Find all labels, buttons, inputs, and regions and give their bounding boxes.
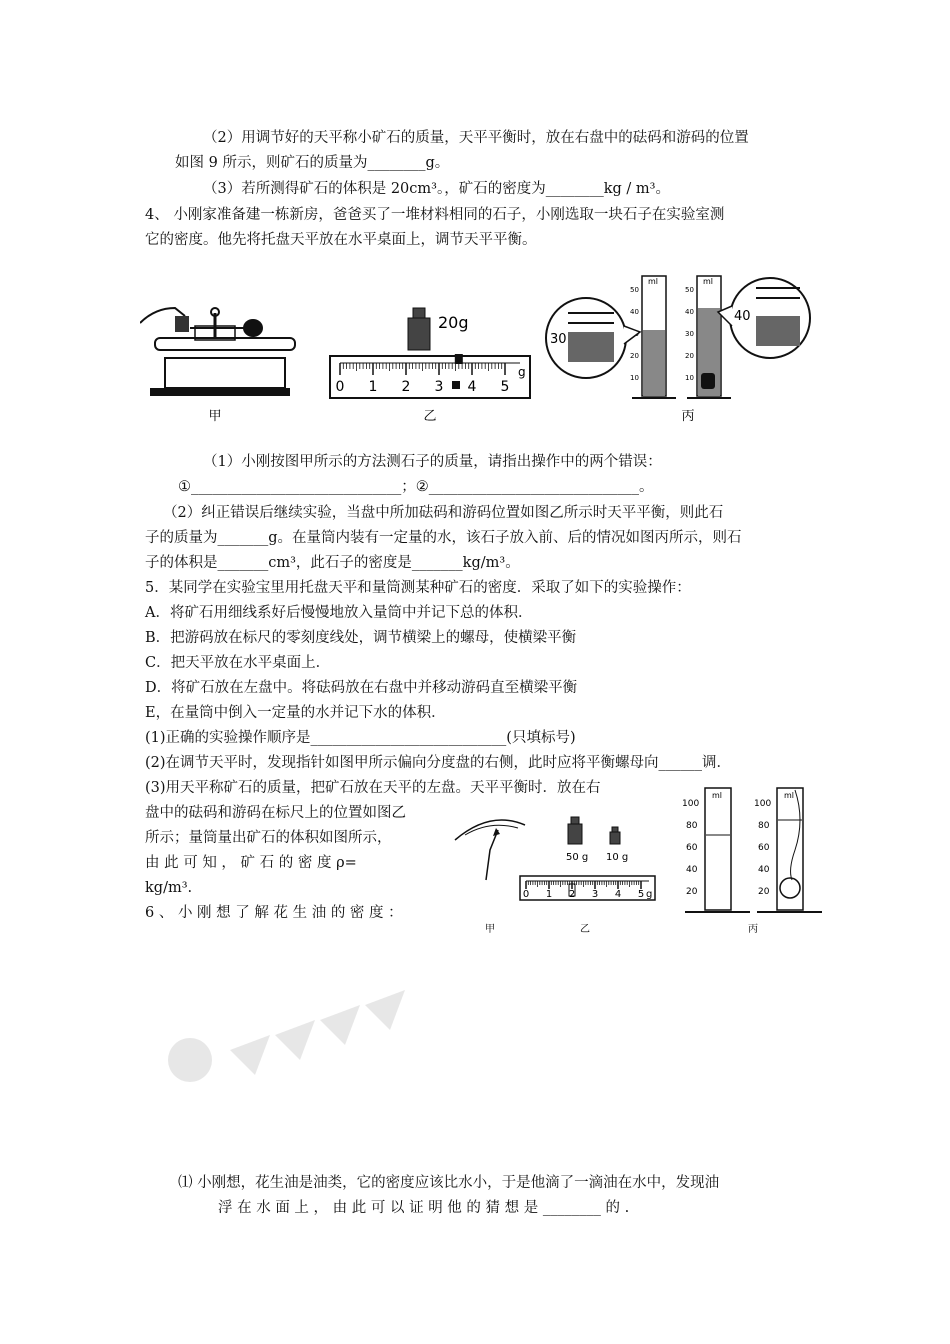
svg-text:30: 30	[550, 332, 567, 347]
svg-text:g: g	[518, 365, 526, 379]
text-line: 所示；量筒量出矿石的体积如图所示，	[145, 830, 392, 846]
svg-text:3: 3	[434, 379, 444, 395]
svg-text:2: 2	[401, 379, 411, 395]
label-yi-5: 乙	[580, 924, 590, 935]
text-line: （3）若所测得矿石的体积是 20cm³。，矿石的密度为________kg / m³。	[203, 181, 670, 197]
svg-text:10: 10	[630, 374, 639, 382]
svg-text:40: 40	[734, 309, 751, 324]
svg-text:40: 40	[685, 308, 694, 316]
svg-text:2: 2	[568, 889, 576, 900]
svg-text:80: 80	[758, 821, 770, 831]
text-line: 浮 在 水 面 上 ， 由 此 可 以 证 明 他 的 猜 想 是 ________ 的 .	[218, 1200, 630, 1216]
text-line: kg/m³.	[145, 880, 193, 896]
svg-text:50: 50	[630, 286, 639, 294]
svg-text:5: 5	[637, 889, 645, 900]
watermark-logo	[150, 980, 450, 1100]
text-line: （2）用调节好的天平称小矿石的质量，天平平衡时，放在右盘中的砝码和游码的位置	[203, 130, 749, 146]
question-6: 6 、 小 刚 想 了 解 花 生 油 的 密 度 ：	[145, 905, 403, 921]
svg-text:0: 0	[522, 889, 530, 900]
text-line: 子的体积是_______cm³，此石子的密度是_______kg/m³。	[145, 555, 520, 571]
svg-text:100: 100	[682, 799, 700, 809]
svg-text:ml: ml	[712, 791, 723, 800]
svg-text:ml: ml	[703, 277, 714, 286]
balance-figure-jia	[140, 308, 295, 396]
svg-text:10: 10	[685, 374, 694, 382]
svg-text:0: 0	[335, 379, 345, 395]
label-bing: 丙	[681, 409, 695, 424]
svg-text:甲: 甲	[485, 924, 495, 935]
svg-text:20: 20	[685, 352, 694, 360]
weight-label: 20g	[438, 313, 469, 332]
ruler-yi-5	[520, 876, 655, 900]
svg-text:40: 40	[686, 865, 698, 875]
svg-text:40: 40	[758, 865, 770, 875]
weight-20g	[408, 308, 430, 350]
option-c: C．把天平放在水平桌面上．	[145, 655, 331, 671]
svg-text:ml: ml	[784, 791, 795, 800]
text-line: (2)在调节天平时，发现指针如图甲所示偏向分度盘的右侧，此时应将平衡螺母向______调．	[145, 755, 732, 771]
svg-text:30: 30	[685, 330, 694, 338]
text-line: 盘中的砝码和游码在标尺上的位置如图乙	[145, 805, 406, 821]
option-b: B．把游码放在标尺的零刻度线处，调节横梁上的螺母，使横梁平衡	[145, 630, 577, 646]
svg-text:20: 20	[758, 887, 770, 897]
svg-text:1: 1	[368, 379, 378, 395]
svg-text:5: 5	[500, 379, 510, 395]
figure-4	[140, 268, 830, 430]
zoom-circle-after	[718, 278, 810, 358]
pointer-scale-jia	[455, 820, 525, 935]
text-line: 由 此 可 知 ， 矿 石 的 密 度 ρ=	[145, 855, 357, 871]
weights-yi	[566, 817, 628, 863]
question-5: 5．某同学在实验宝里用托盘天平和量筒测某种矿石的密度．采取了如下的实验操作：	[145, 580, 691, 596]
svg-text:20: 20	[630, 352, 639, 360]
option-e: E，在量筒中倒入一定量的水并记下水的体积．	[145, 705, 446, 721]
svg-text:20: 20	[686, 887, 698, 897]
svg-text:50 g: 50 g	[566, 852, 589, 863]
text-line: 如图 9 所示，则矿石的质量为________g。	[175, 155, 450, 171]
text-line: （2）纠正错误后继续实验，当盘中所加砝码和游码位置如图乙所示时天平平衡，则此石	[163, 505, 724, 521]
svg-text:4: 4	[614, 889, 622, 900]
text-line: ①_____________________________；②_____________________________。	[178, 479, 654, 495]
text-line: 它的密度。他先将托盘天平放在水平桌面上，调节天平平衡。	[145, 232, 537, 248]
svg-text:60: 60	[686, 843, 698, 853]
text-line: （1）小刚按图甲所示的方法测石子的质量，请指出操作中的两个错误：	[203, 454, 662, 470]
text-line: 子的质量为_______g。在量筒内装有一定量的水，该石子放入前、后的情况如图丙所示，则石	[145, 530, 742, 546]
svg-text:10 g: 10 g	[606, 852, 629, 863]
text-line: (1)正确的实验操作顺序是___________________________(只填标号)	[145, 730, 576, 746]
svg-text:100: 100	[754, 799, 772, 809]
question-4: 4、 小刚家准备建一栋新房，爸爸买了一堆材料相同的石子，小刚选取一块石子在实验室测	[145, 207, 725, 223]
text-line: ⑴ 小刚想，花生油是油类，它的密度应该比水小，于是他滴了一滴油在水中，发现油	[178, 1175, 720, 1191]
label-bing-5: 丙	[748, 924, 758, 935]
svg-text:ml: ml	[648, 277, 659, 286]
svg-text:1: 1	[545, 889, 553, 900]
label-yi: 乙	[423, 409, 437, 424]
svg-text:60: 60	[758, 843, 770, 853]
svg-text:40: 40	[630, 308, 639, 316]
label-jia: 甲	[208, 409, 222, 424]
svg-text:3: 3	[591, 889, 599, 900]
svg-text:g: g	[646, 889, 653, 900]
svg-text:50: 50	[685, 286, 694, 294]
svg-text:80: 80	[686, 821, 698, 831]
figure-5	[450, 780, 830, 942]
text-line: (3)用天平称矿石的质量，把矿石放在天平的左盘。天平平衡时．放在右	[145, 780, 601, 796]
svg-text:4: 4	[467, 379, 477, 395]
option-d: D．将矿石放在左盘中。将砝码放在右盘中并移动游码直至横梁平衡	[145, 680, 578, 696]
option-a: A．将矿石用细线系好后慢慢地放入量筒中并记下总的体积．	[145, 605, 533, 621]
zoom-circle-before	[546, 298, 640, 378]
